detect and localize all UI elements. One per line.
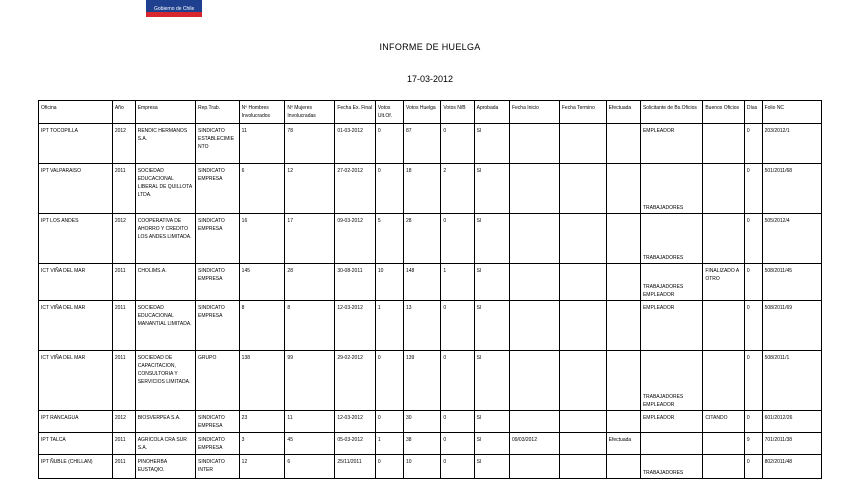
table-cell: SINDICATO EMPRESA [196,214,240,264]
table-cell: 2011 [112,433,135,455]
table-cell: EMPLEADOR [640,411,702,433]
table-cell: SOCIEDAD DE CAPACITACION, CONSULTORIA Y SERVICIOS LIMITADA. [135,351,195,411]
column-header: Nº Hombres Involucrados [239,101,285,124]
logo-red-band [146,12,202,17]
table-cell: 10 [375,264,403,301]
logo-blue-band [146,0,202,12]
table-cell: 12 [285,164,335,214]
table-cell [703,351,745,411]
table-cell: SI [474,455,509,479]
column-header: Oficina [39,101,113,124]
table-cell: SINDICATO EMPRESA [196,264,240,301]
table-cell: 601/2012/26 [762,411,821,433]
table-cell: RENDIC HERMANOS S.A. [135,124,195,164]
table-cell: 0 [375,351,403,411]
table-cell: 0 [375,124,403,164]
table-cell [606,264,640,301]
table-cell: 2012 [112,124,135,164]
table-cell: 29-02-2012 [335,351,376,411]
table-cell: 0 [375,411,403,433]
table-cell: 10 [403,455,440,479]
table-cell [703,164,745,214]
table-cell [559,214,606,264]
table-cell: 2011 [112,264,135,301]
table-cell: 09/03/2012 [509,433,559,455]
table-cell [559,164,606,214]
table-cell: 138 [239,351,285,411]
table-cell: IPT TOCOPILLA [39,124,113,164]
table-cell: SINDICATO EMPRESA [196,164,240,214]
table-cell: 28 [403,214,440,264]
column-header: Solicitante de Bs.Oficios [640,101,702,124]
table-cell [509,301,559,351]
table-cell: SOCIEDAD EDUCACIONAL MANANTIAL LIMITADA. [135,301,195,351]
table-cell: SINDICATO EMPRESA [196,433,240,455]
table-cell: 18 [403,164,440,214]
table-cell: 0 [441,455,474,479]
table-cell: 2 [441,164,474,214]
table-cell: IPT TALCA [39,433,113,455]
column-header: Aprobada [474,101,509,124]
column-header: Fecha Inicio [509,101,559,124]
table-cell: 802/2011/48 [762,455,821,479]
column-header: Votos N/B [441,101,474,124]
gobierno-logo [146,0,202,17]
column-header: Votos Ult.Of. [375,101,403,124]
table-cell: 87 [403,124,440,164]
table-cell: TRABAJADORES EMPLEADOR [640,351,702,411]
table-cell: 0 [441,124,474,164]
table-cell [559,455,606,479]
table-cell [606,351,640,411]
table-cell: 0 [375,164,403,214]
table-header [39,101,822,124]
table-cell [606,124,640,164]
table-cell: COOPERATIVA DE AHORRO Y CREDITO LOS ANDES LIMITADA. [135,214,195,264]
column-header: Fecha Termino [559,101,606,124]
table-cell: 23 [239,411,285,433]
table-cell: SI [474,411,509,433]
column-header: Fecha Ex. Final [335,101,376,124]
table-cell: SI [474,301,509,351]
table-cell [640,433,702,455]
table-cell: 01-03-2012 [335,124,376,164]
table-cell [559,411,606,433]
table-cell: 501/2011/68 [762,164,821,214]
table-cell: 5 [375,214,403,264]
table-cell: 99 [285,351,335,411]
table-row [39,455,822,479]
table-cell: 203/2012/1 [762,124,821,164]
table-cell: SOCIEDAD EDUCACIONAL LIBERAL DE QUILLOTA LTDA. [135,164,195,214]
table-cell: SI [474,351,509,411]
table-cell: 0 [441,411,474,433]
table-cell [606,164,640,214]
logo-text: Gobierno de Chile [154,6,195,12]
table-cell [559,264,606,301]
table-cell: 2011 [112,351,135,411]
table-row [39,264,822,301]
table-cell: 1 [375,433,403,455]
table-cell: IPT VALPARAISO [39,164,113,214]
table-cell: 12-03-2012 [335,301,376,351]
table-cell [606,301,640,351]
table-cell: ICT VIÑA DEL MAR [39,301,113,351]
table-cell: EMPLEADOR [640,124,702,164]
table-cell [559,124,606,164]
table-cell [509,164,559,214]
table-cell: 12 [239,455,285,479]
column-header: Rep.Trab. [196,101,240,124]
table-cell: 78 [285,124,335,164]
column-header: Efectuada [606,101,640,124]
table-cell [703,455,745,479]
table-cell: AGRICOLA CRA SUR S.A. [135,433,195,455]
table-cell: 508/2011/45 [762,264,821,301]
table-cell: EMPLEADOR [640,301,702,351]
table-cell: 0 [744,124,762,164]
table-cell: 0 [744,264,762,301]
table-cell: SI [474,124,509,164]
table-cell: 0 [744,351,762,411]
table-cell [606,455,640,479]
table-cell [559,351,606,411]
table-cell: SINDICATO ESTABLECIMIENTO [196,124,240,164]
table-cell: 16 [239,214,285,264]
table-cell: IPT LOS ANDES [39,214,113,264]
table-cell: CHOLIMS.A. [135,264,195,301]
column-header: Año [112,101,135,124]
table-cell: 701/2011/38 [762,433,821,455]
table-cell: 11 [285,411,335,433]
table-cell: 8 [285,301,335,351]
report-title: INFORME DE HUELGA [379,42,481,52]
table-cell [559,301,606,351]
table-cell: TRABAJADORES [640,214,702,264]
table-cell [559,433,606,455]
table-cell: 145 [239,264,285,301]
table-cell: 0 [441,351,474,411]
table-cell: 505/2012/4 [762,214,821,264]
column-header: Votos Huelga [403,101,440,124]
table-cell: 148 [403,264,440,301]
table-cell: 0 [744,455,762,479]
table-body [39,124,822,479]
table-cell: IPT RANCAGUA [39,411,113,433]
table-cell: SI [474,214,509,264]
column-header: Nº Mujeres Involucradas [285,101,335,124]
table-cell: 3 [239,433,285,455]
table-cell: 38 [403,433,440,455]
table-cell: ICT VIÑA DEL MAR [39,351,113,411]
table-cell: 17 [285,214,335,264]
column-header: Folio NC [762,101,821,124]
table-cell: 0 [441,433,474,455]
table-cell: 6 [285,455,335,479]
table-cell: 45 [285,433,335,455]
table-cell: 0 [375,455,403,479]
table-cell: 2011 [112,301,135,351]
header-row [39,101,822,124]
table-cell [703,214,745,264]
table-cell [509,351,559,411]
table-cell: 25/11/2011 [335,455,376,479]
table-row [39,214,822,264]
table-cell: 0 [441,214,474,264]
table-cell: 05-03-2012 [335,433,376,455]
table-cell: 0 [744,164,762,214]
table-cell: IPT ÑUBLE (CHILLAN) [39,455,113,479]
table-cell: SINDICATO INTER [196,455,240,479]
table-row [39,124,822,164]
table-cell: 0 [441,301,474,351]
table-cell: BIOSVERPEA S.A. [135,411,195,433]
table-cell: TRABAJADORES [640,164,702,214]
table-cell: GRUPO [196,351,240,411]
table-cell: 508/2011/69 [762,301,821,351]
table-cell: SI [474,264,509,301]
table-cell: 11 [239,124,285,164]
table-cell [703,124,745,164]
table-cell: 8 [239,301,285,351]
table-cell: 6 [239,164,285,214]
table-cell: 0 [744,214,762,264]
table-cell [509,214,559,264]
table-cell: SI [474,164,509,214]
table-cell: 27-02-2012 [335,164,376,214]
table-row [39,164,822,214]
table-cell: 13 [403,301,440,351]
table-cell: FINALIZADO A OTRO [703,264,745,301]
strike-report-table [38,100,822,479]
column-header: Días [744,101,762,124]
table-cell: 30 [403,411,440,433]
table-cell: SINDICATO EMPRESA [196,301,240,351]
table-cell [703,433,745,455]
report-date: 17-03-2012 [406,74,454,84]
table-row [39,433,822,455]
table-cell: 1 [375,301,403,351]
table-cell [703,301,745,351]
table-cell [509,264,559,301]
table-cell: 2011 [112,164,135,214]
table-cell: 0 [744,301,762,351]
table-cell: TRABAJADORES [640,455,702,479]
table-cell: CITANDO [703,411,745,433]
table-row [39,351,822,411]
table-cell: SI [474,433,509,455]
table-cell: 9 [744,433,762,455]
table-cell [606,214,640,264]
table-cell: 12-03-2012 [335,411,376,433]
table-cell: 30-08-2011 [335,264,376,301]
table-cell: ICT VIÑA DEL MAR [39,264,113,301]
table-cell [509,124,559,164]
column-header: Empresa [135,101,195,124]
table-cell: 2012 [112,411,135,433]
table-row [39,301,822,351]
table-cell: PINOHERBA EUSTAQIO. [135,455,195,479]
table-cell: Efectuada [606,433,640,455]
table-row [39,411,822,433]
table-cell: 2012 [112,214,135,264]
table-cell: TRABAJADORES EMPLEADOR [640,264,702,301]
table-cell: SINDICATO EMPRESA [196,411,240,433]
column-header: Buenos Oficios [703,101,745,124]
table-cell: 09-03-2012 [335,214,376,264]
table-cell: 0 [744,411,762,433]
table-cell [509,455,559,479]
table-cell [606,411,640,433]
table-cell: 1 [441,264,474,301]
table-cell: 508/2011/1 [762,351,821,411]
table-cell: 139 [403,351,440,411]
table-cell: 2011 [112,455,135,479]
table-cell: 28 [285,264,335,301]
table-cell [509,411,559,433]
